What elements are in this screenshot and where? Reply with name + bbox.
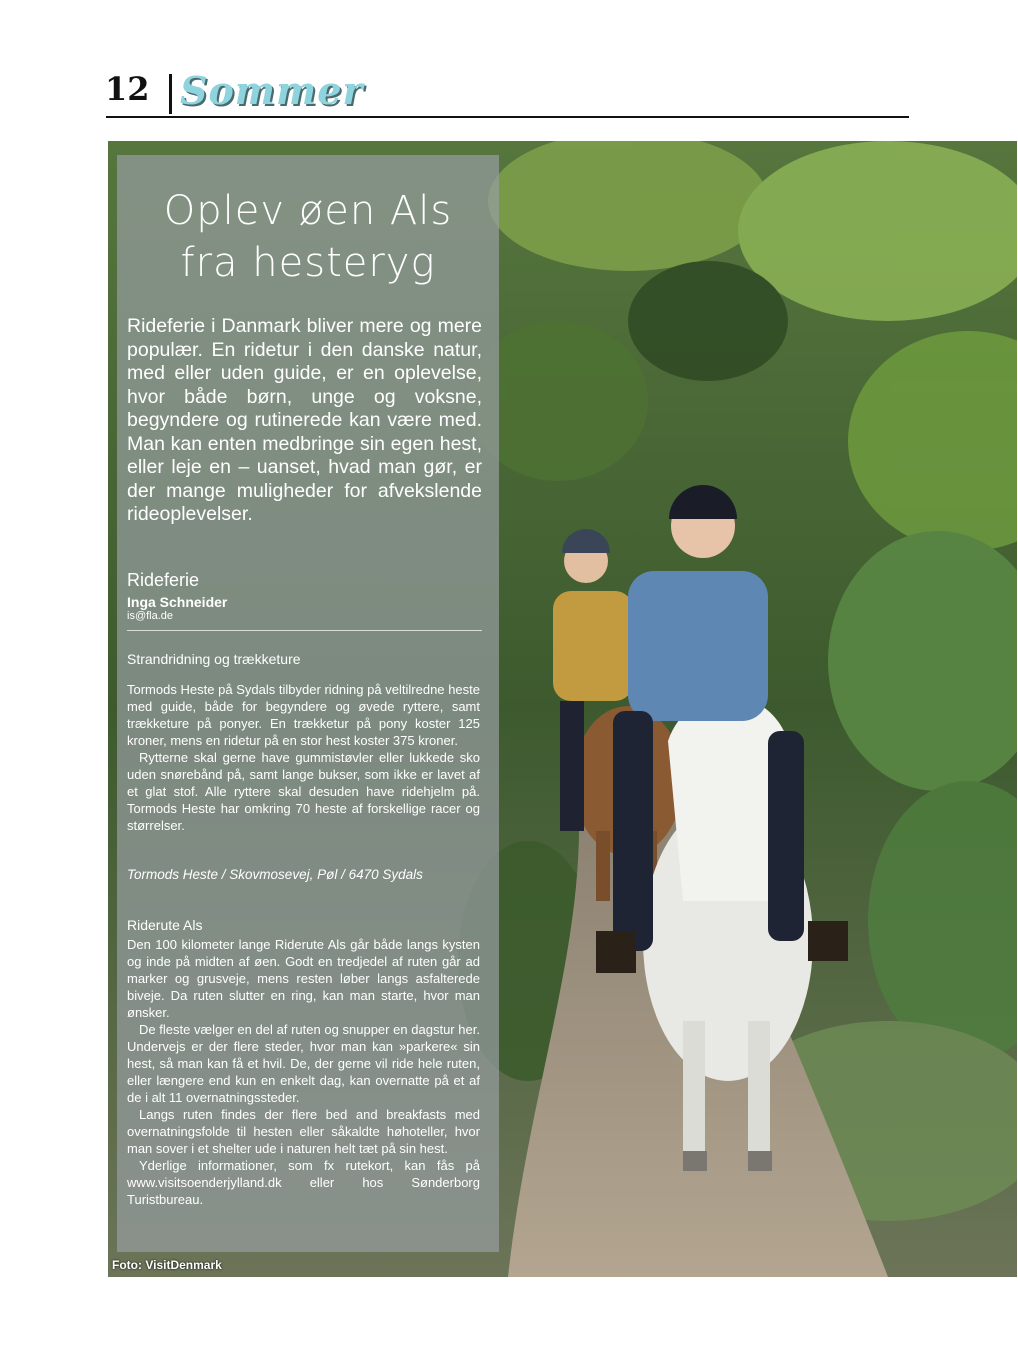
article-intro: Rideferie i Danmark bliver mere og mere populær. En ridetur i den danske natur, med eller uden guide, er en oplevelse, hvor både børn, unge og voksne, begyndere og rutinerede kan være med. Man kan enten medbringe sin egen hest, eller leje en – uanset, hvad man gør, er der mange muligheder for afvekslende rideoplevelser. [127,315,482,525]
photo-credit: Foto: VisitDenmark [112,1258,222,1272]
section-heading-strandridning: Strandridning og trækketure [127,651,301,667]
header-rule [106,116,909,118]
article-title [117,185,499,289]
address-line: Tormods Heste / Skovmosevej, Pøl / 6470 Sydals [127,867,423,882]
paragraph: De fleste vælger en del af ruten og snupper en dagstur her. Undervejs er der flere steder, hvor man kan »parkere« sin hest, så man kan få et hvil. De, der gerne vil ride hele ruten, eller længere end kun en enkelt dag, kan overnatte på et af de i alt 11 overnatningssteder. [127,1022,480,1105]
title-line-2: fra hesteryg [180,240,436,286]
article-category: Rideferie [127,570,200,590]
header-divider [169,74,172,114]
byline-divider [127,630,482,631]
section-heading-riderute: Riderute Als [127,917,203,933]
paragraph: Yderlige informationer, som fx rutekort, kan fås på www.visitsoenderjylland.dk eller hos Sønderborg Turistbureau. [127,1158,480,1207]
paragraph: Den 100 kilometer lange Riderute Als går både langs kysten og inde på midten af øen. Godt en tredjedel af ruten går ad marker og grusveje, mens resten løber langs asfalterede biveje. Da ruten slutter en ring, kan man starte, hvor man ønsker. [127,937,480,1020]
section-body-strandridning [127,681,480,834]
article-panel [117,155,499,1252]
paragraph: Tormods Heste på Sydals tilbyder ridning på veltilredne heste med guide, både for begyndere og øvede ryttere, samt trækketure på ponyer. En trækketur på pony koster 125 kroner, mens en ridetur på en stor hest koster 375 kroner. [127,682,480,748]
title-line-1: Oplev øen Als [163,188,453,234]
author-email: is@fla.de [127,610,174,622]
paragraph: Rytterne skal gerne have gummistøvler eller lukkede sko uden snørebånd på, samt lange bukser, som ikke er lavet af et glat stof. Alle ryttere skal desuden have ridehjelm på. Tormods Heste har omkring 70 heste af forskellige racer og størrelser. [127,750,480,833]
page-number: 12 [105,70,150,108]
paragraph: Langs ruten findes der flere bed and breakfasts med overnatningsfolde til hesten eller såkaldte høhoteller, hvor man sover i et shelter ude i naturen helt tæt på sin hest. [127,1107,480,1156]
section-logo: Sommer [180,68,364,113]
author-name: Inga Schneider [127,594,228,610]
section-body-riderute [127,936,480,1208]
